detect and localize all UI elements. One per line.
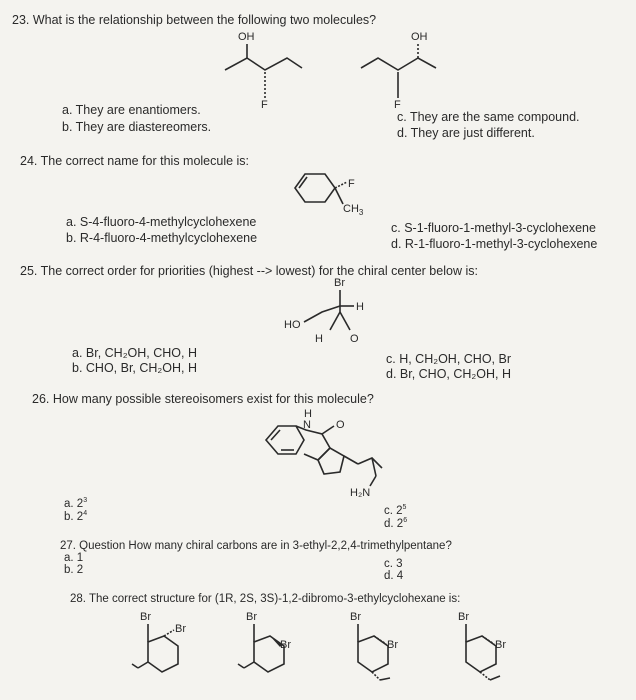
q26-o-label: O xyxy=(336,419,345,431)
q25-o-label: O xyxy=(350,333,359,345)
q27-option-c[interactable]: c. 3 xyxy=(384,558,403,570)
q23-left-f: F xyxy=(261,99,268,111)
svg-text:Br: Br xyxy=(246,611,257,623)
q28-structure-b[interactable] xyxy=(236,610,306,690)
q28-structure-d[interactable] xyxy=(448,610,518,690)
q24-option-b[interactable]: b. R-4-fluoro-4-methylcyclohexene xyxy=(66,231,258,245)
q23-molecule-left xyxy=(220,28,310,111)
q28-question: 28. The correct structure for (1R, 2S, 3S)-1,2-dibromo-3-ethylcyclohexane is: xyxy=(70,593,461,605)
q25-h-label: H xyxy=(356,301,364,313)
svg-text:Br: Br xyxy=(387,639,398,651)
q28-structure-c[interactable] xyxy=(340,610,410,690)
svg-text:Br: Br xyxy=(280,639,291,651)
svg-text:Br: Br xyxy=(458,611,469,623)
q23-option-d[interactable]: d. They are just different. xyxy=(397,126,535,140)
q25-h2-label: H xyxy=(315,333,323,345)
q24-option-d[interactable]: d. R-1-fluoro-1-methyl-3-cyclohexene xyxy=(391,237,598,251)
q23-right-oh: OH xyxy=(411,31,428,43)
q24-molecule xyxy=(285,166,375,216)
svg-text:Br: Br xyxy=(140,611,151,623)
q26-n-label: N xyxy=(303,419,311,431)
svg-text:Br: Br xyxy=(495,639,506,651)
q25-molecule xyxy=(282,276,372,348)
q23-left-oh: OH xyxy=(238,31,255,43)
q25-option-a[interactable]: a. Br, CH₂OH, CHO, H xyxy=(72,346,198,360)
q24-option-c[interactable]: c. S-1-fluoro-1-methyl-3-cyclohexene xyxy=(391,221,596,235)
q24-question: 24. The correct name for this molecule is: xyxy=(20,154,250,168)
q25-ho-label: HO xyxy=(284,319,301,331)
q23-molecule-right xyxy=(356,28,446,111)
q26-option-d[interactable]: d. $2^6$ xyxy=(384,517,408,530)
q26-option-a[interactable]: a. $2^3$ xyxy=(64,497,88,510)
q26-molecule xyxy=(258,404,418,504)
q23-option-b[interactable]: b. They are diastereomers. xyxy=(62,120,212,134)
q25-question: 25. The correct order for priorities (highest --> lowest) for the chiral center below is: xyxy=(20,264,478,278)
q23-option-c[interactable]: c. They are the same compound. xyxy=(397,110,580,124)
q23-option-a[interactable]: a. They are enantiomers. xyxy=(62,103,201,117)
q27-option-a[interactable]: a. 1 xyxy=(64,552,84,564)
q24-ch3-label: $CH_3$ xyxy=(343,203,364,217)
q26-option-c[interactable]: c. $2^5$ xyxy=(384,504,407,517)
q23-question: 23. What is the relationship between the following two molecules? xyxy=(12,13,377,27)
q26-h-label: H xyxy=(304,408,312,420)
q23-right-f: F xyxy=(394,99,401,111)
q26-question: 26. How many possible stereoisomers exist for this molecule? xyxy=(32,392,374,406)
q28-structure-a[interactable] xyxy=(128,610,198,690)
q27-option-b[interactable]: b. 2 xyxy=(64,564,84,576)
svg-text:Br: Br xyxy=(175,623,186,635)
q26-option-b[interactable]: b. $2^4$ xyxy=(64,510,88,523)
q27-question: 27. Question How many chiral carbons are in 3-ethyl-2,2,4-trimethylpentane? xyxy=(60,540,452,552)
q25-option-d[interactable]: d. Br, CHO, CH₂OH, H xyxy=(386,367,512,381)
q26-h2n-label: H₂N xyxy=(350,487,371,499)
q25-option-c[interactable]: c. H, CH₂OH, CHO, Br xyxy=(386,352,511,366)
q24-option-a[interactable]: a. S-4-fluoro-4-methylcyclohexene xyxy=(66,215,257,229)
q25-br-label: Br xyxy=(334,277,345,289)
svg-text:Br: Br xyxy=(350,611,361,623)
q25-option-b[interactable]: b. CHO, Br, CH₂OH, H xyxy=(72,361,198,375)
q27-option-d[interactable]: d. 4 xyxy=(384,570,404,582)
q24-f-label: F xyxy=(348,178,355,190)
